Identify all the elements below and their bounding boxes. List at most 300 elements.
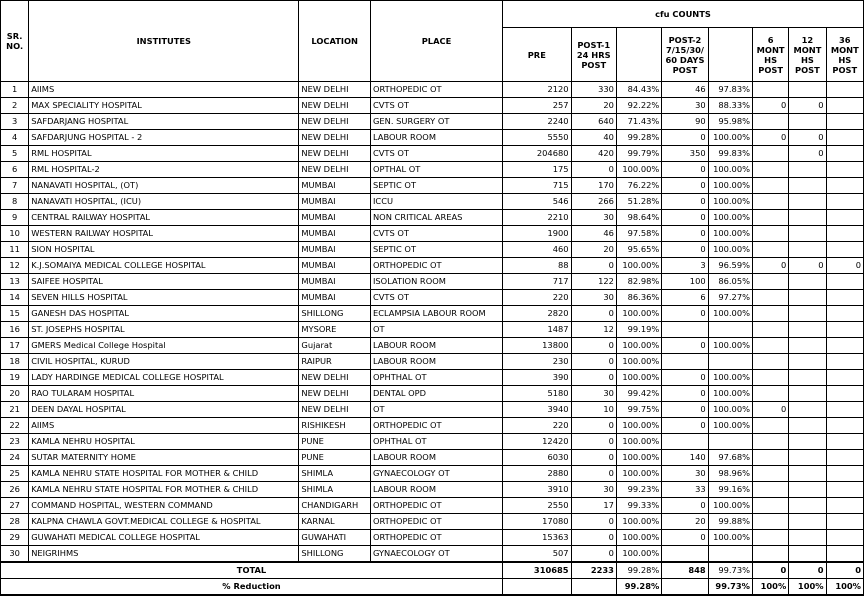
row-location: Gujarat — [299, 338, 371, 354]
reduction-12-months: 100% — [789, 579, 826, 596]
row-6-months: 0 — [752, 98, 788, 114]
table-row — [1, 258, 864, 274]
row-sr-no: 27 — [1, 498, 29, 514]
row-sr-no: 1 — [1, 82, 29, 98]
row-36-months — [826, 146, 863, 162]
row-post2: 0 — [662, 386, 708, 402]
table-row — [1, 402, 864, 418]
row-post1: 30 — [571, 482, 616, 498]
row-sr-no: 9 — [1, 210, 29, 226]
row-post1: 640 — [571, 114, 616, 130]
row-pre: 5180 — [503, 386, 572, 402]
row-6-months — [752, 242, 788, 258]
row-post1: 0 — [571, 418, 616, 434]
row-post2-pct: 99.83% — [708, 146, 752, 162]
row-post2: 0 — [662, 338, 708, 354]
table-row — [1, 306, 864, 322]
row-sr-no: 21 — [1, 402, 29, 418]
row-pre: 2880 — [503, 466, 572, 482]
row-pre: 6030 — [503, 450, 572, 466]
row-6-months — [752, 354, 788, 370]
row-post2-pct: 100.00% — [708, 226, 752, 242]
row-location: MUMBAI — [299, 242, 371, 258]
row-sr-no: 14 — [1, 290, 29, 306]
total-post2-pct: 99.73% — [708, 562, 752, 579]
row-institute: KAMLA NEHRU HOSPITAL — [29, 434, 299, 450]
row-place: CVTS OT — [370, 146, 502, 162]
row-12-months — [789, 82, 826, 98]
row-6-months — [752, 194, 788, 210]
row-sr-no: 22 — [1, 418, 29, 434]
row-pre: 715 — [503, 178, 572, 194]
row-36-months — [826, 514, 863, 530]
row-12-months — [789, 178, 826, 194]
row-institute: NANAVATI HOSPITAL, (ICU) — [29, 194, 299, 210]
row-post1: 0 — [571, 546, 616, 563]
row-place: SEPTIC OT — [370, 178, 502, 194]
row-pre: 3910 — [503, 482, 572, 498]
row-12-months — [789, 386, 826, 402]
row-post2-pct: 99.88% — [708, 514, 752, 530]
row-post2: 350 — [662, 146, 708, 162]
total-12-months: 0 — [789, 562, 826, 579]
row-sr-no: 25 — [1, 466, 29, 482]
row-post2-pct — [708, 546, 752, 563]
row-12-months — [789, 498, 826, 514]
row-sr-no: 18 — [1, 354, 29, 370]
row-6-months — [752, 466, 788, 482]
row-12-months — [789, 242, 826, 258]
row-location: NEW DELHI — [299, 82, 371, 98]
row-post2: 140 — [662, 450, 708, 466]
row-place: LABOUR ROOM — [370, 354, 502, 370]
table-body — [1, 82, 864, 563]
row-pre: 15363 — [503, 530, 572, 546]
row-institute: SEVEN HILLS HOSPITAL — [29, 290, 299, 306]
row-post1: 0 — [571, 162, 616, 178]
reduction-row — [1, 579, 864, 596]
row-6-months — [752, 482, 788, 498]
reduction-post2-pct: 99.73% — [708, 579, 752, 596]
row-36-months — [826, 114, 863, 130]
table-row — [1, 386, 864, 402]
row-post1: 20 — [571, 242, 616, 258]
table-row — [1, 242, 864, 258]
row-pre: 1487 — [503, 322, 572, 338]
row-36-months — [826, 82, 863, 98]
row-pre: 220 — [503, 418, 572, 434]
row-36-months — [826, 482, 863, 498]
table-row — [1, 434, 864, 450]
row-post1: 10 — [571, 402, 616, 418]
header-post1: POST-1 24 HRS POST — [571, 28, 616, 82]
row-post2-pct: 100.00% — [708, 418, 752, 434]
row-12-months — [789, 306, 826, 322]
row-pre: 717 — [503, 274, 572, 290]
row-12-months — [789, 402, 826, 418]
row-pre: 460 — [503, 242, 572, 258]
row-sr-no: 12 — [1, 258, 29, 274]
row-post1-pct: 71.43% — [616, 114, 661, 130]
row-6-months — [752, 274, 788, 290]
row-location: RISHIKESH — [299, 418, 371, 434]
row-institute: SAIFEE HOSPITAL — [29, 274, 299, 290]
row-6-months — [752, 418, 788, 434]
row-post1-pct: 100.00% — [616, 418, 661, 434]
row-post1: 122 — [571, 274, 616, 290]
row-institute: SION HOSPITAL — [29, 242, 299, 258]
row-post1: 266 — [571, 194, 616, 210]
row-36-months — [826, 162, 863, 178]
row-pre: 17080 — [503, 514, 572, 530]
row-12-months — [789, 354, 826, 370]
row-post2-pct: 86.05% — [708, 274, 752, 290]
row-place: GYNAECOLOGY OT — [370, 466, 502, 482]
row-36-months — [826, 370, 863, 386]
row-pre: 2550 — [503, 498, 572, 514]
row-place: ORTHOPEDIC OT — [370, 498, 502, 514]
row-pre: 2240 — [503, 114, 572, 130]
row-12-months — [789, 514, 826, 530]
row-institute: NEIGRIHMS — [29, 546, 299, 563]
row-institute: GUWAHATI MEDICAL COLLEGE HOSPITAL — [29, 530, 299, 546]
row-12-months — [789, 290, 826, 306]
header-post1-pct — [616, 28, 661, 82]
row-post2: 33 — [662, 482, 708, 498]
table-row — [1, 114, 864, 130]
row-post1-pct: 95.65% — [616, 242, 661, 258]
row-place: GYNAECOLOGY OT — [370, 546, 502, 563]
row-post1: 46 — [571, 226, 616, 242]
row-post2-pct: 97.27% — [708, 290, 752, 306]
row-pre: 257 — [503, 98, 572, 114]
row-12-months: 0 — [789, 258, 826, 274]
row-location: GUWAHATI — [299, 530, 371, 546]
row-post1-pct: 99.75% — [616, 402, 661, 418]
row-post2-pct: 98.96% — [708, 466, 752, 482]
row-post1-pct: 100.00% — [616, 530, 661, 546]
row-post1: 0 — [571, 354, 616, 370]
row-pre: 2210 — [503, 210, 572, 226]
row-post1: 0 — [571, 450, 616, 466]
row-36-months — [826, 274, 863, 290]
row-post1-pct: 92.22% — [616, 98, 661, 114]
row-location: NEW DELHI — [299, 98, 371, 114]
row-place: ORTHOPEDIC OT — [370, 530, 502, 546]
row-place: LABOUR ROOM — [370, 482, 502, 498]
row-post1: 20 — [571, 98, 616, 114]
row-post2-pct: 100.00% — [708, 194, 752, 210]
row-6-months — [752, 322, 788, 338]
row-12-months — [789, 434, 826, 450]
row-location: RAIPUR — [299, 354, 371, 370]
row-place: OPHTHAL OT — [370, 434, 502, 450]
row-location: PUNE — [299, 434, 371, 450]
table-row — [1, 178, 864, 194]
row-12-months — [789, 194, 826, 210]
header-6-months: 6 MONT HS POST — [752, 28, 788, 82]
row-institute: CENTRAL RAILWAY HOSPITAL — [29, 210, 299, 226]
row-post1-pct: 99.23% — [616, 482, 661, 498]
row-sr-no: 19 — [1, 370, 29, 386]
row-post1-pct: 100.00% — [616, 306, 661, 322]
row-pre: 230 — [503, 354, 572, 370]
row-post2-pct: 100.00% — [708, 386, 752, 402]
row-place: GEN. SURGERY OT — [370, 114, 502, 130]
row-36-months — [826, 402, 863, 418]
table-row — [1, 98, 864, 114]
row-6-months — [752, 530, 788, 546]
row-pre: 175 — [503, 162, 572, 178]
row-place: LABOUR ROOM — [370, 450, 502, 466]
row-36-months — [826, 322, 863, 338]
table-row — [1, 354, 864, 370]
row-institute: AIIMS — [29, 418, 299, 434]
row-36-months — [826, 226, 863, 242]
row-36-months — [826, 354, 863, 370]
row-location: MUMBAI — [299, 290, 371, 306]
row-sr-no: 2 — [1, 98, 29, 114]
row-post2-pct: 100.00% — [708, 162, 752, 178]
row-sr-no: 20 — [1, 386, 29, 402]
row-post2-pct — [708, 322, 752, 338]
reduction-6-months: 100% — [752, 579, 788, 596]
row-36-months — [826, 98, 863, 114]
row-pre: 2120 — [503, 82, 572, 98]
table-row — [1, 466, 864, 482]
row-post2: 0 — [662, 210, 708, 226]
table-row — [1, 450, 864, 466]
row-36-months — [826, 338, 863, 354]
row-12-months — [789, 482, 826, 498]
row-institute: SAFDARJUNG HOSPITAL - 2 — [29, 130, 299, 146]
header-location: LOCATION — [299, 1, 371, 82]
row-location: SHILLONG — [299, 546, 371, 563]
row-post2-pct: 100.00% — [708, 370, 752, 386]
row-pre: 546 — [503, 194, 572, 210]
row-post1: 12 — [571, 322, 616, 338]
row-6-months — [752, 82, 788, 98]
row-post1: 0 — [571, 258, 616, 274]
row-institute: NANAVATI HOSPITAL, (OT) — [29, 178, 299, 194]
row-post2: 0 — [662, 498, 708, 514]
table-row — [1, 130, 864, 146]
row-sr-no: 15 — [1, 306, 29, 322]
row-12-months — [789, 450, 826, 466]
row-sr-no: 29 — [1, 530, 29, 546]
row-36-months — [826, 434, 863, 450]
row-post2-pct: 100.00% — [708, 530, 752, 546]
row-36-months — [826, 290, 863, 306]
table-row — [1, 290, 864, 306]
table-row — [1, 162, 864, 178]
row-6-months — [752, 386, 788, 402]
total-post1: 2233 — [571, 562, 616, 579]
row-sr-no: 17 — [1, 338, 29, 354]
header-post2: POST-2 7/15/30/ 60 DAYS POST — [662, 28, 708, 82]
row-post1: 0 — [571, 514, 616, 530]
row-location: NEW DELHI — [299, 162, 371, 178]
row-sr-no: 26 — [1, 482, 29, 498]
row-sr-no: 6 — [1, 162, 29, 178]
reduction-36-months: 100% — [826, 579, 863, 596]
row-36-months — [826, 546, 863, 563]
reduction-label: % Reduction — [1, 579, 503, 596]
row-location: MUMBAI — [299, 194, 371, 210]
row-6-months: 0 — [752, 258, 788, 274]
row-post2-pct: 100.00% — [708, 178, 752, 194]
row-location: SHILLONG — [299, 306, 371, 322]
row-post1: 17 — [571, 498, 616, 514]
row-sr-no: 7 — [1, 178, 29, 194]
table-row — [1, 226, 864, 242]
row-location: MUMBAI — [299, 258, 371, 274]
row-post1-pct: 84.43% — [616, 82, 661, 98]
row-place: ORTHOPEDIC OT — [370, 514, 502, 530]
row-location: NEW DELHI — [299, 402, 371, 418]
row-post2: 20 — [662, 514, 708, 530]
row-post2 — [662, 434, 708, 450]
row-post2-pct: 97.68% — [708, 450, 752, 466]
table-row — [1, 82, 864, 98]
row-institute: KAMLA NEHRU STATE HOSPITAL FOR MOTHER & CHILD — [29, 482, 299, 498]
row-pre: 507 — [503, 546, 572, 563]
row-post2-pct: 95.98% — [708, 114, 752, 130]
row-6-months — [752, 114, 788, 130]
row-12-months — [789, 546, 826, 563]
row-institute: CIVIL HOSPITAL, KURUD — [29, 354, 299, 370]
row-pre: 88 — [503, 258, 572, 274]
total-6-months: 0 — [752, 562, 788, 579]
row-place: SEPTIC OT — [370, 242, 502, 258]
row-12-months — [789, 274, 826, 290]
row-institute: LADY HARDINGE MEDICAL COLLEGE HOSPITAL — [29, 370, 299, 386]
row-pre: 1900 — [503, 226, 572, 242]
row-institute: DEEN DAYAL HOSPITAL — [29, 402, 299, 418]
row-6-months — [752, 290, 788, 306]
row-sr-no: 3 — [1, 114, 29, 130]
row-place: CVTS OT — [370, 226, 502, 242]
table-row — [1, 210, 864, 226]
row-post1-pct: 99.79% — [616, 146, 661, 162]
header-36-months: 36 MONT HS POST — [826, 28, 863, 82]
row-post2: 3 — [662, 258, 708, 274]
row-place: DENTAL OPD — [370, 386, 502, 402]
row-place: OPHTHAL OT — [370, 370, 502, 386]
row-location: CHANDIGARH — [299, 498, 371, 514]
row-location: SHIMLA — [299, 482, 371, 498]
row-post2: 0 — [662, 178, 708, 194]
row-location: NEW DELHI — [299, 386, 371, 402]
row-6-months — [752, 498, 788, 514]
row-36-months — [826, 530, 863, 546]
row-6-months — [752, 226, 788, 242]
row-place: ICCU — [370, 194, 502, 210]
row-institute: KAMLA NEHRU STATE HOSPITAL FOR MOTHER & CHILD — [29, 466, 299, 482]
row-post2 — [662, 322, 708, 338]
row-place: CVTS OT — [370, 98, 502, 114]
row-post2: 0 — [662, 306, 708, 322]
row-sr-no: 8 — [1, 194, 29, 210]
header-post2-pct — [708, 28, 752, 82]
row-post2-pct: 100.00% — [708, 402, 752, 418]
table-row — [1, 274, 864, 290]
row-post1: 0 — [571, 338, 616, 354]
row-post2: 0 — [662, 226, 708, 242]
row-36-months — [826, 242, 863, 258]
row-pre: 204680 — [503, 146, 572, 162]
table-row — [1, 530, 864, 546]
row-place: ECLAMPSIA LABOUR ROOM — [370, 306, 502, 322]
row-12-months — [789, 210, 826, 226]
row-place: ISOLATION ROOM — [370, 274, 502, 290]
table-row — [1, 146, 864, 162]
row-36-months — [826, 498, 863, 514]
row-sr-no: 28 — [1, 514, 29, 530]
row-institute: RML HOSPITAL — [29, 146, 299, 162]
row-post1-pct: 86.36% — [616, 290, 661, 306]
row-pre: 2820 — [503, 306, 572, 322]
row-institute: GANESH DAS HOSPITAL — [29, 306, 299, 322]
row-post1-pct: 99.33% — [616, 498, 661, 514]
row-6-months — [752, 306, 788, 322]
row-post1-pct: 100.00% — [616, 258, 661, 274]
row-post1: 40 — [571, 130, 616, 146]
row-sr-no: 4 — [1, 130, 29, 146]
row-post1-pct: 100.00% — [616, 338, 661, 354]
table-row — [1, 546, 864, 563]
row-post2: 100 — [662, 274, 708, 290]
row-36-months — [826, 178, 863, 194]
table-row — [1, 514, 864, 530]
total-post1-pct: 99.28% — [616, 562, 661, 579]
row-location: NEW DELHI — [299, 130, 371, 146]
row-sr-no: 13 — [1, 274, 29, 290]
total-pre: 310685 — [503, 562, 572, 579]
row-institute: WESTERN RAILWAY HOSPITAL — [29, 226, 299, 242]
row-sr-no: 10 — [1, 226, 29, 242]
row-12-months: 0 — [789, 146, 826, 162]
row-post2 — [662, 546, 708, 563]
total-label: TOTAL — [1, 562, 503, 579]
row-12-months — [789, 530, 826, 546]
row-post1: 30 — [571, 290, 616, 306]
total-row — [1, 562, 864, 579]
row-post2: 0 — [662, 530, 708, 546]
row-institute: ST. JOSEPHS HOSPITAL — [29, 322, 299, 338]
row-post2: 0 — [662, 370, 708, 386]
row-place: ORTHOPEDIC OT — [370, 258, 502, 274]
row-location: NEW DELHI — [299, 370, 371, 386]
row-post2-pct — [708, 434, 752, 450]
row-36-months — [826, 130, 863, 146]
row-post2-pct: 88.33% — [708, 98, 752, 114]
row-post2-pct: 99.16% — [708, 482, 752, 498]
row-sr-no: 23 — [1, 434, 29, 450]
row-institute: RML HOSPITAL-2 — [29, 162, 299, 178]
row-location: NEW DELHI — [299, 146, 371, 162]
row-post1-pct: 100.00% — [616, 514, 661, 530]
row-pre: 5550 — [503, 130, 572, 146]
row-post2 — [662, 354, 708, 370]
row-12-months — [789, 466, 826, 482]
row-post1-pct: 100.00% — [616, 466, 661, 482]
row-location: PUNE — [299, 450, 371, 466]
row-post1: 30 — [571, 210, 616, 226]
row-post1-pct: 100.00% — [616, 162, 661, 178]
row-6-months — [752, 338, 788, 354]
header-institutes: INSTITUTES — [29, 1, 299, 82]
